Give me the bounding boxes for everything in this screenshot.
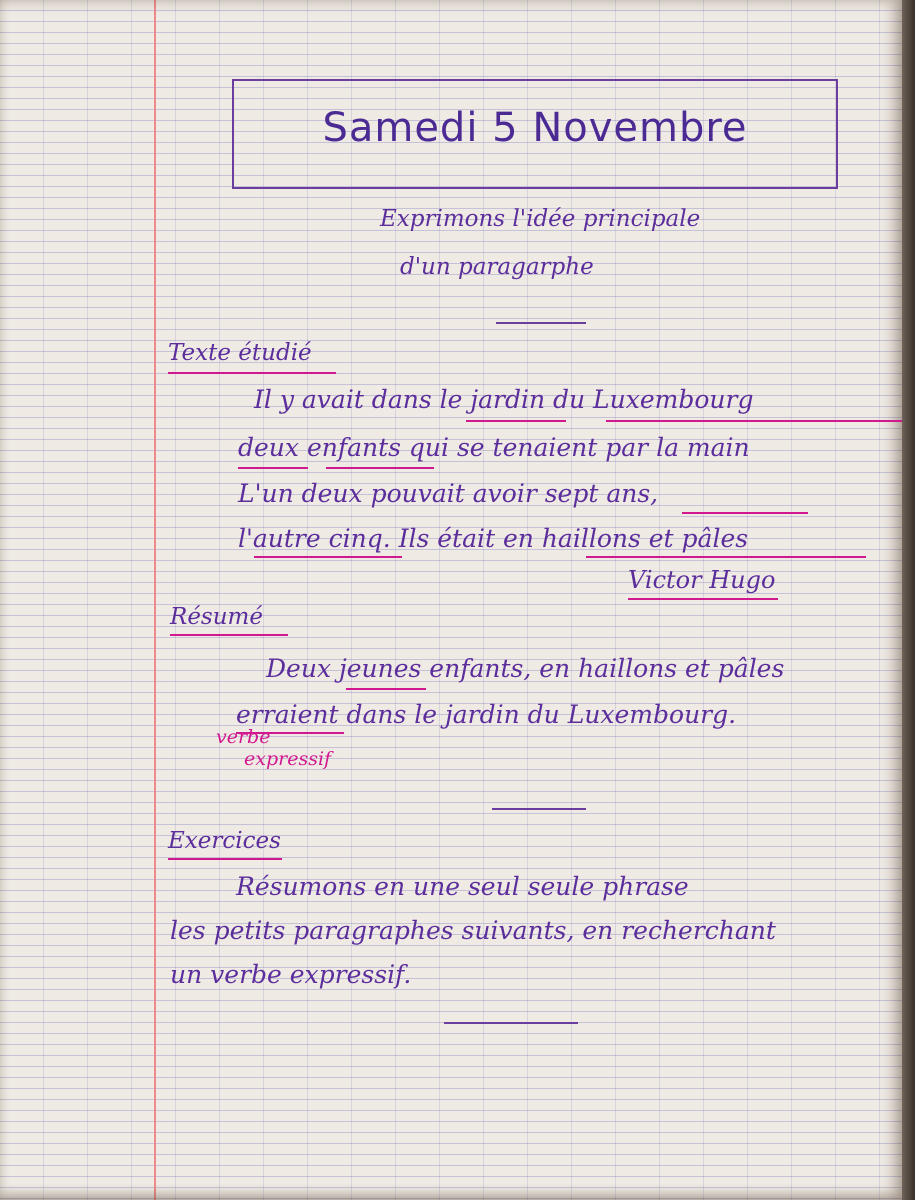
underline-jardin <box>606 420 906 422</box>
title-box <box>232 79 838 189</box>
underline-autre-cinq <box>254 556 402 558</box>
texte-line-2: deux enfants qui se tenaient par la main <box>238 433 750 462</box>
underline-sept-ans <box>682 512 808 514</box>
resume-heading: Résumé <box>170 604 263 630</box>
texte-line-4: l'autre cinq. Ils était en haillons et pâles <box>238 524 749 553</box>
exercices-heading: Exercices <box>168 828 281 854</box>
author-underline <box>628 598 778 600</box>
resume-line-1: Deux jeunes enfants, en haillons et pâles <box>266 654 785 683</box>
exercices-line-2: les petits paragraphes suivants, en recherchant <box>170 916 776 945</box>
resume-line-2: erraient dans le jardin du Luxembourg. <box>236 700 737 729</box>
margin-note-line1: verbe <box>216 726 271 748</box>
underline-enfants <box>326 467 434 469</box>
texte-heading: Texte étudié <box>168 340 312 366</box>
lesson-title-line2: d'un paragarphe <box>400 254 594 280</box>
separator-3 <box>444 1022 578 1024</box>
underline-jeunes <box>346 688 426 690</box>
exercices-line-1: Résumons en une seul seule phrase <box>236 872 689 901</box>
underline-deux <box>238 467 308 469</box>
texte-author: Victor Hugo <box>628 566 776 594</box>
separator-1 <box>496 322 586 324</box>
texte-line-1: Il y avait dans le jardin du Luxembourg <box>254 385 754 414</box>
underline-haillons <box>586 556 866 558</box>
margin-note-line2: expressif <box>244 748 332 770</box>
texte-line-3: L'un deux pouvait avoir sept ans, <box>238 479 659 508</box>
exercices-line-3: un verbe expressif. <box>170 960 412 989</box>
exercices-heading-underline <box>168 858 282 860</box>
separator-2 <box>492 808 586 810</box>
notebook-edge <box>902 0 915 1200</box>
texte-heading-underline <box>168 372 336 374</box>
underline-dans-le <box>466 420 566 422</box>
lesson-title-line1: Exprimons l'idée principale <box>380 206 701 232</box>
page-title: Samedi 5 Novembre <box>322 105 748 151</box>
resume-heading-underline <box>170 634 288 636</box>
